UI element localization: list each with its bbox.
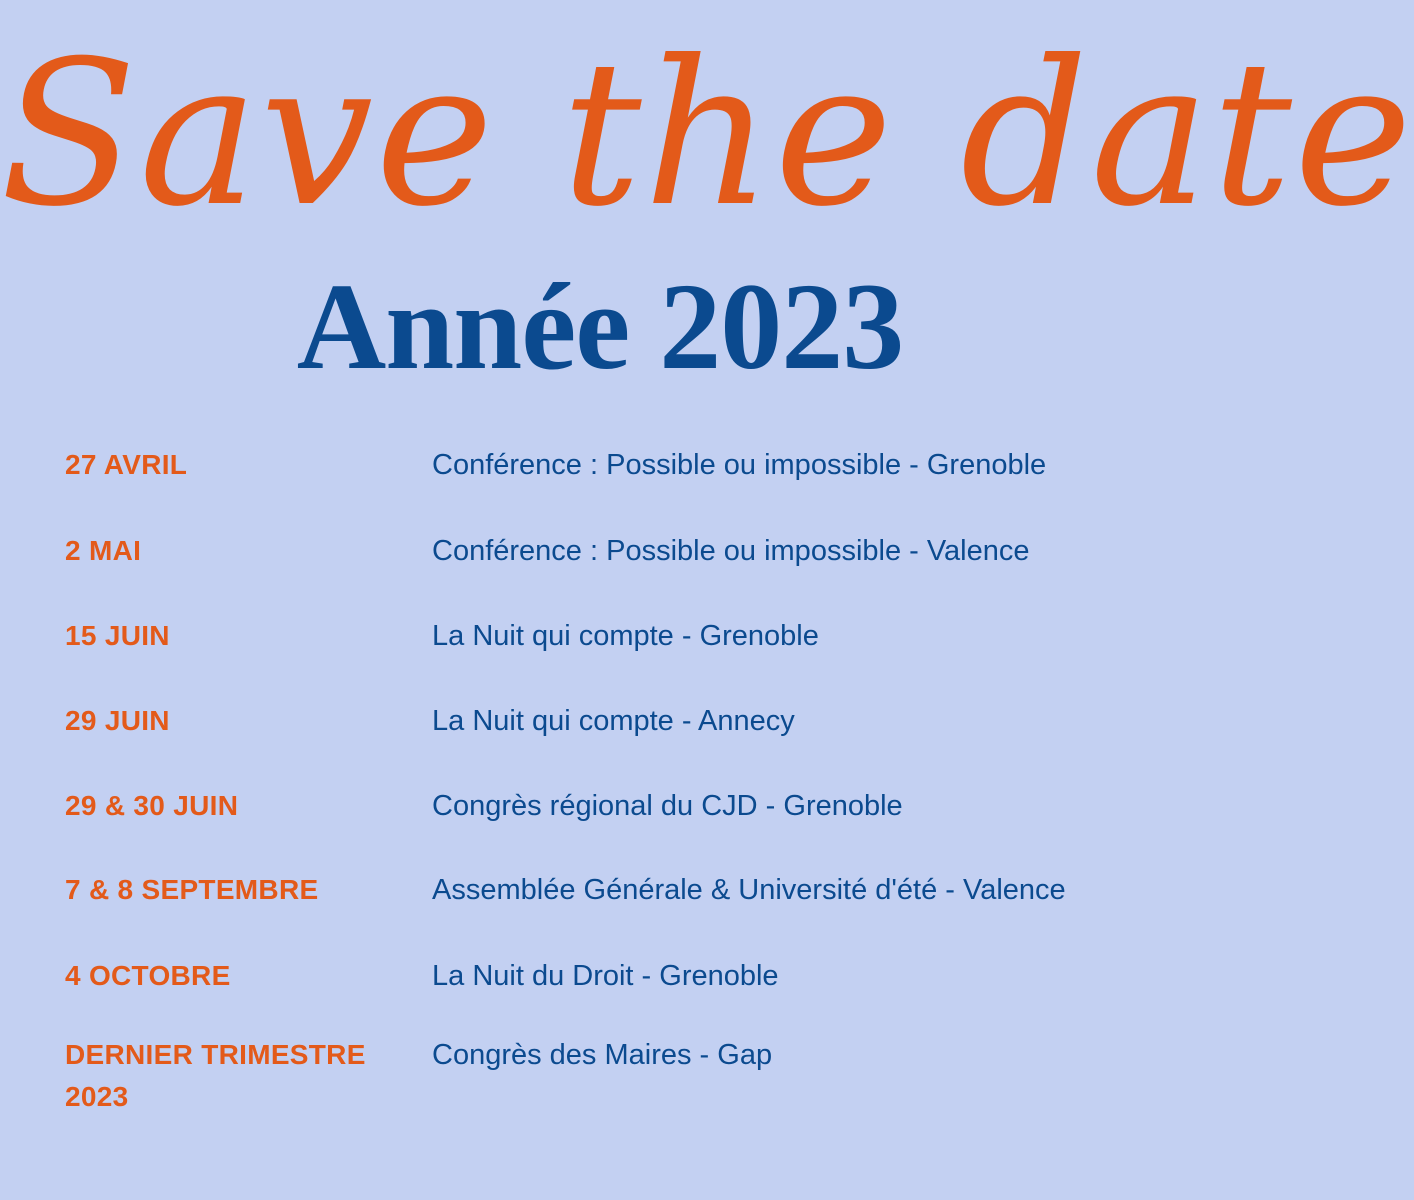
event-title: La Nuit qui compte - Annecy [432,705,795,737]
save-the-date-title: Save the date [0,18,1414,251]
event-date: 4 OCTOBRE [65,960,231,991]
event-date: 29 JUIN [65,705,170,736]
event-date: 29 & 30 JUIN [65,790,239,821]
event-title: Congrès des Maires - Gap [432,1039,773,1071]
event-title: La Nuit du Droit - Grenoble [432,960,779,992]
event-title: Conférence : Possible ou impossible - Valence [432,535,1030,567]
event-date: 7 & 8 SEPTEMBRE [65,874,319,905]
event-title: La Nuit qui compte - Grenoble [432,620,819,652]
event-title: Assemblée Générale & Université d'été - Valence [432,874,1066,906]
event-date: 27 AVRIL [65,449,188,480]
event-title: Congrès régional du CJD - Grenoble [432,790,903,822]
event-title: Conférence : Possible ou impossible - Grenoble [432,449,1047,481]
event-date: DERNIER TRIMESTRE 2023 [65,1039,366,1112]
event-date: 15 JUIN [65,620,170,651]
year-title: Année 2023 [296,258,904,395]
event-date: 2 MAI [65,535,142,566]
